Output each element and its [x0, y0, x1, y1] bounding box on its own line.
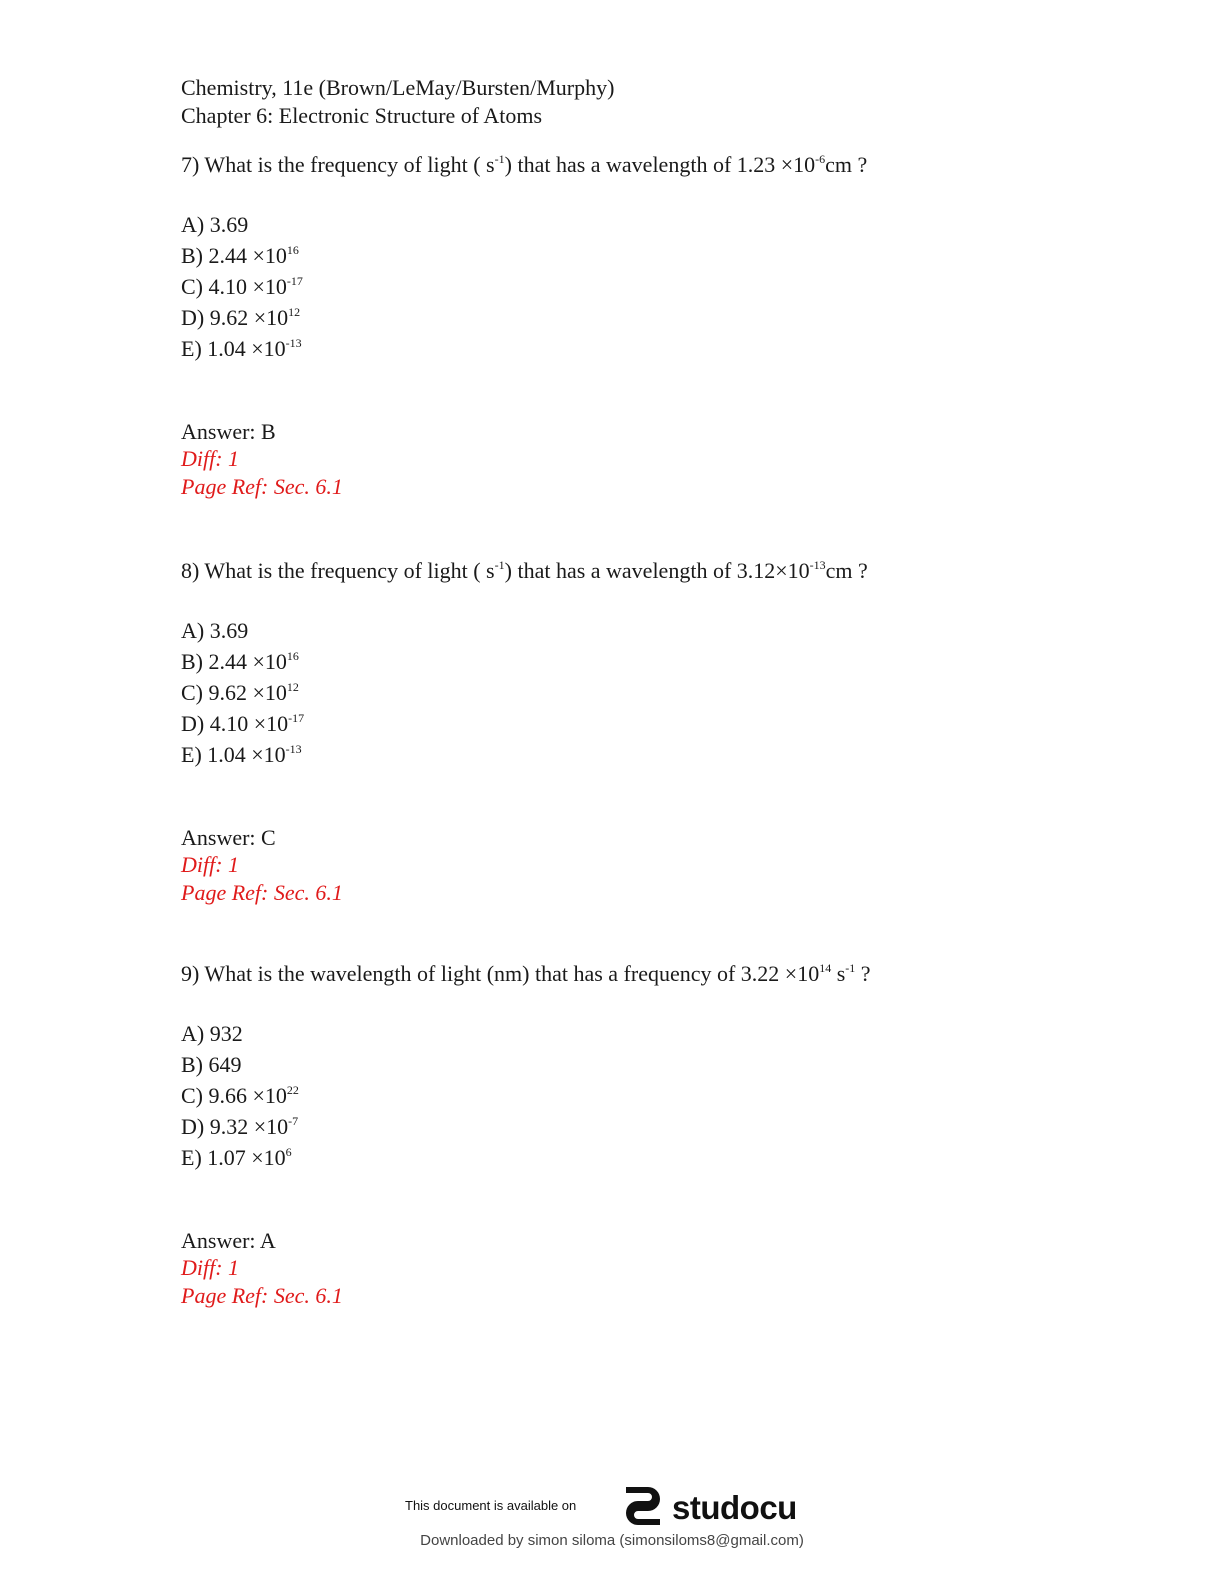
option-b: B) $2.44 \times 10^{16}$: [181, 243, 299, 268]
option-list: [181, 209, 1081, 364]
option-d: D) $9.62 \times 10^{12}$: [181, 305, 301, 330]
difficulty: Diff: 1: [181, 1255, 240, 1280]
option-d: D) $4.10 \times 10^{-17}$: [181, 711, 305, 736]
option-list: [181, 615, 1081, 770]
studocu-wordmark: studocu: [672, 1489, 797, 1526]
option-list: [181, 1018, 1081, 1173]
header-chapter: Chapter 6: Electronic Structure of Atoms: [181, 103, 543, 128]
studocu-logo[interactable]: [620, 1484, 797, 1532]
option-e: E) $1.04 \times 10^{-13}$: [181, 336, 302, 361]
option-a: A) 932: [181, 1021, 243, 1046]
studocu-logo-icon: [620, 1483, 666, 1534]
option-a: A) 3.69: [181, 618, 249, 643]
page-ref: Page Ref: Sec. 6.1: [181, 1283, 343, 1308]
page-ref: Page Ref: Sec. 6.1: [181, 880, 343, 905]
option-b: B) $2.44 \times 10^{16}$: [181, 649, 299, 674]
download-notice: Downloaded by simon siloma (simonsiloms8@gmail.com): [420, 1532, 804, 1549]
question-9: [181, 960, 1081, 1310]
answer-line: Answer: C: [181, 825, 276, 850]
studocu-footer: [0, 1478, 1224, 1584]
answer-line: Answer: A: [181, 1228, 276, 1253]
option-c: C) $9.66 \times 10^{22}$: [181, 1083, 299, 1108]
option-d: D) $9.32 \times 10^{-7}$: [181, 1114, 299, 1139]
option-b: B) 649: [181, 1052, 242, 1077]
page-ref: Page Ref: Sec. 6.1: [181, 474, 343, 499]
answer-line: Answer: B: [181, 419, 276, 444]
option-c: C) $4.10 \times 10^{-17}$: [181, 274, 303, 299]
question-stem: 7) What is the frequency of light ( $s^{-1}$) that has a wavelength of $1.23 \times 10^{-6}cm$ ?: [181, 152, 868, 177]
question-7: [181, 151, 1081, 501]
difficulty: Diff: 1: [181, 852, 240, 877]
option-a: A) 3.69: [181, 212, 249, 237]
difficulty: Diff: 1: [181, 446, 240, 471]
option-c: C) $9.62 \times 10^{12}$: [181, 680, 299, 705]
header-title: Chemistry, 11e (Brown/LeMay/Bursten/Murphy): [181, 75, 615, 100]
option-e: E) $1.04 \times 10^{-13}$: [181, 742, 302, 767]
question-stem: 8) What is the frequency of light ( $s^{-1}$) that has a wavelength of $3.12\times 10^{-13}cm$ ?: [181, 558, 868, 583]
question-8: [181, 557, 1081, 907]
option-e: E) $1.07 \times 10^6$: [181, 1145, 292, 1170]
availability-text: This document is available on: [405, 1498, 577, 1513]
question-stem: 9) What is the wavelength of light (nm) that has a frequency of $3.22 \times 10^{14}$ $s^{-1}$ ?: [181, 961, 871, 986]
